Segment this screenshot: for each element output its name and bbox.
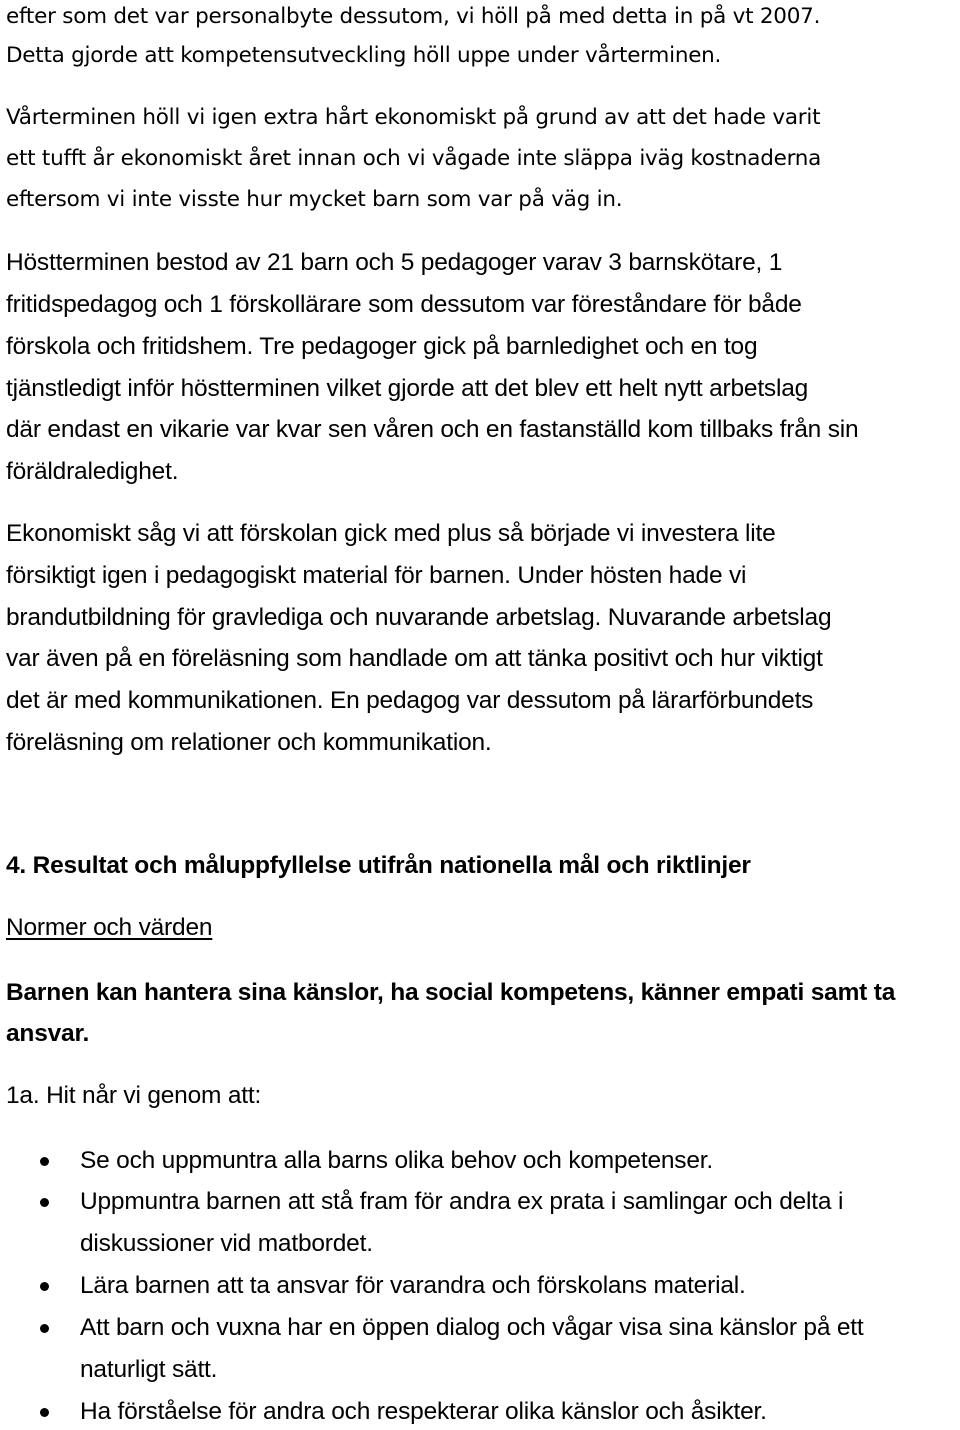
ek-line-6: föreläsning om relationer och kommunikation. [6, 729, 492, 756]
list-item-line: Att barn och vuxna har en öppen dialog och vågar visa sina känslor på ett [80, 1314, 864, 1341]
ht-line-2: fritidspedagog och 1 förskollärare som dessutom var föreståndare för både [6, 291, 802, 318]
vt-line-2: ett tufft år ekonomiskt året innan och vi vågade inte släppa iväg kostnaderna [6, 146, 822, 171]
list-lead: 1a. Hit når vi genom att: [6, 1082, 262, 1109]
list-item-line: diskussioner vid matbordet. [80, 1230, 373, 1257]
ht-line-1: Höstterminen bestod av 21 barn och 5 pedagoger varav 3 barnskötare, 1 [6, 249, 783, 276]
ht-line-3: förskola och fritidshem. Tre pedagoger gick på barnledighet och en tog [6, 333, 758, 360]
ek-line-5: det är med kommunikationen. En pedagog var dessutom på lärarförbundets [6, 687, 814, 714]
bullet-icon [40, 1324, 49, 1333]
ek-line-2: försiktigt igen i pedagogiskt material för barnen. Under hösten hade vi [6, 562, 747, 589]
vt-line-1: Vårterminen höll vi igen extra hårt ekonomiskt på grund av att det hade varit [6, 105, 821, 130]
bullet-icon [40, 1282, 49, 1291]
list-item-line: Se och uppmuntra alla barns olika behov och kompetenser. [80, 1147, 714, 1174]
bullet-icon [40, 1157, 49, 1166]
intro-line-2: Detta gjorde att kompetensutveckling höll uppe under vårterminen. [6, 43, 722, 68]
bullet-icon [40, 1198, 49, 1207]
list-item-line: Ha förståelse för andra och respekterar olika känslor och åsikter. [80, 1398, 767, 1425]
vt-line-3: eftersom vi inte visste hur mycket barn som var på väg in. [6, 187, 623, 212]
list-item-line: Lära barnen att ta ansvar för varandra och förskolans material. [80, 1272, 746, 1299]
ek-line-4: var även på en föreläsning som handlade om att tänka positivt och hur viktigt [6, 645, 823, 672]
ht-line-6: föräldraledighet. [6, 458, 179, 485]
section-heading: 4. Resultat och måluppfyllelse utifrån nationella mål och riktlinjer [6, 852, 751, 879]
intro-line-1: efter som det var personalbyte dessutom, vi höll på med detta in på vt 2007. [6, 4, 821, 29]
ht-line-4: tjänstledigt inför höstterminen vilket gjorde att det blev ett helt nytt arbetslag [6, 375, 809, 402]
ek-line-3: brandutbildning för gravlediga och nuvarande arbetslag. Nuvarande arbetslag [6, 604, 832, 631]
goal-line-1: Barnen kan hantera sina känslor, ha social kompetens, känner empati samt ta [6, 979, 896, 1006]
ht-line-5: där endast en vikarie var kvar sen våren och en fastanställd kom tillbaks från sin [6, 416, 859, 443]
bullet-icon [40, 1408, 49, 1417]
ek-line-1: Ekonomiskt såg vi att förskolan gick med plus så började vi investera lite [6, 520, 776, 547]
list-item-line: naturligt sätt. [80, 1356, 218, 1383]
section-subheading: Normer och värden [6, 914, 213, 941]
goal-line-2: ansvar. [6, 1020, 90, 1047]
list-item-line: Uppmuntra barnen att stå fram för andra ex prata i samlingar och delta i [80, 1188, 844, 1215]
